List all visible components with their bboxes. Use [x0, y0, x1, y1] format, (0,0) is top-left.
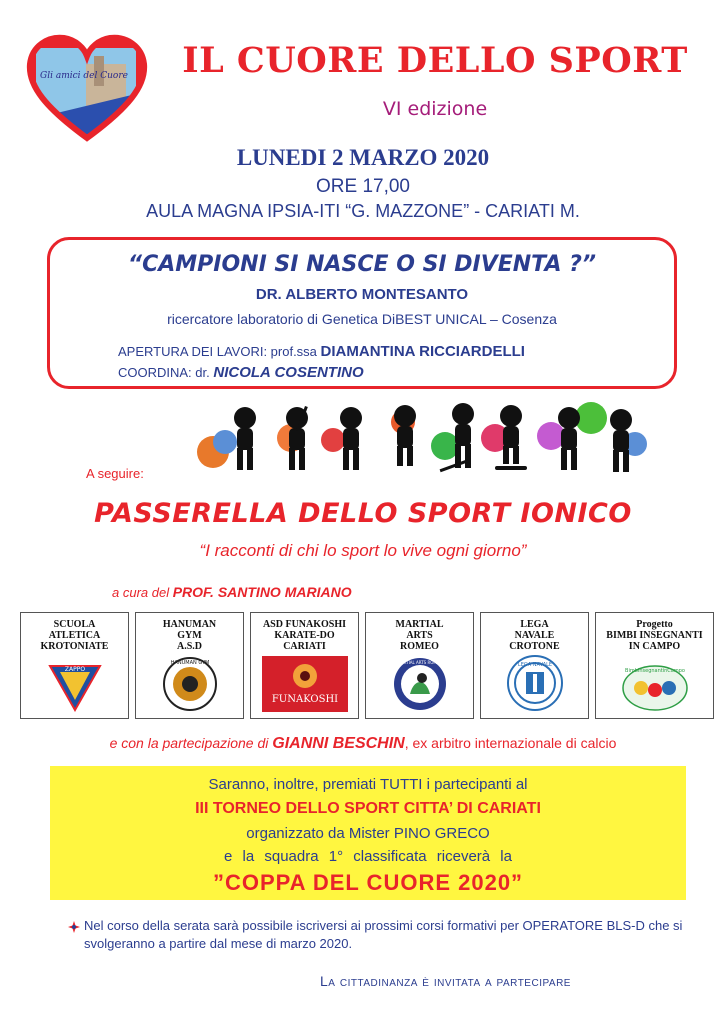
- round-logo-icon: [162, 656, 218, 712]
- coordinator-line: [118, 364, 364, 381]
- club-name: Progetto BIMBI INSEGNANTI IN CAMPO: [606, 619, 703, 652]
- edition-label: VI edizione: [382, 98, 488, 120]
- opening-name: DIAMANTINA RICCIARDELLI: [320, 343, 525, 360]
- club-logo-text: FUNAKOSHI: [271, 694, 338, 705]
- parade-title: PASSERELLA DELLO SPORT IONICO: [94, 498, 632, 529]
- heart-logo: [26, 34, 148, 144]
- club-card: [365, 612, 474, 719]
- invitation: La cittadinanza è invitata a partecipare: [320, 973, 571, 989]
- club-logo-text: BimbInsegnantinCampo: [624, 668, 685, 674]
- guest-suffix: , ex arbitro internazionale di calcio: [404, 735, 617, 751]
- opening-line: [118, 343, 525, 360]
- guest-name: GIANNI BESCHIN: [272, 735, 405, 752]
- club-name: LEGA NAVALE CROTONE: [509, 619, 560, 652]
- awards-line: e la squadra 1° classificata riceverà la: [224, 848, 512, 865]
- awards-line: organizzato da Mister PINO GRECO: [246, 825, 490, 842]
- logo-text: Gli amici del Cuore: [40, 71, 128, 81]
- club-card: [480, 612, 589, 719]
- next-label: A seguire:: [86, 466, 144, 481]
- curated-name: PROF. SANTINO MARIANO: [172, 584, 352, 600]
- parade-subtitle: “I racconti di chi lo sport lo vive ogni giorno”: [199, 541, 527, 560]
- club-card: [20, 612, 129, 719]
- coordinator-label: COORDINA: dr.: [118, 365, 214, 380]
- tournament-title: III TORNEO DELLO SPORT CITTA’ DI CARIATI: [195, 800, 541, 817]
- guest-line: [0, 735, 726, 753]
- event-venue: AULA MAGNA IPSIA-ITI “G. MAZZONE” - CARIATI M.: [146, 201, 580, 221]
- talk-title: “CAMPIONI SI NASCE O SI DIVENTA ?”: [127, 252, 597, 277]
- kid-figures: [234, 403, 632, 472]
- club-name: HANUMAN GYM A.S.D: [162, 619, 217, 652]
- club-logo-text: ZAPPO: [64, 666, 85, 673]
- club-card: [250, 612, 359, 719]
- speaker-role: ricercatore laboratorio di Genetica DiBEST UNICAL – Cosenza: [167, 311, 557, 327]
- club-name: MARTIAL ARTS ROMEO: [395, 619, 444, 652]
- coordinator-name: NICOLA COSENTINO: [213, 364, 364, 381]
- curated-label: a cura del: [112, 585, 173, 600]
- event-date: LUNEDI 2 MARZO 2020: [236, 145, 490, 170]
- project-logo-icon: [621, 660, 689, 712]
- bullet-icon: [68, 921, 80, 933]
- speaker-name: DR. ALBERTO MONTESANTO: [255, 286, 469, 303]
- course-note: Nel corso della serata sarà possibile iscriversi ai prossimi corsi formativi per OPERATORE BLS-D che si svolgeranno a partire dal mese di marzo 2020.: [84, 918, 683, 951]
- guest-prefix: e con la partecipazione di: [109, 735, 273, 751]
- cup-title: ”COPPA DEL CUORE 2020”: [212, 870, 524, 895]
- clubs-row: [20, 612, 714, 719]
- curated-line: [112, 584, 352, 600]
- club-card: [595, 612, 714, 719]
- club-logo-text: MARTIAL ARTS ROMEO: [396, 660, 443, 665]
- club-card: [135, 612, 244, 719]
- club-name: ASD FUNAKOSHI KARATE-DO CARIATI: [262, 619, 347, 652]
- opening-label: APERTURA DEI LAVORI: prof.ssa: [118, 344, 321, 359]
- club-name: SCUOLA ATLETICA KROTONIATE: [40, 619, 109, 652]
- event-time: ORE 17,00: [316, 176, 410, 197]
- banner-logo-icon: [262, 656, 348, 712]
- kids-silhouettes-illustration: [195, 400, 665, 480]
- round-logo-icon: [506, 654, 564, 712]
- shield-logo-icon: [48, 662, 102, 712]
- awards-line: Saranno, inoltre, premiati TUTTI i partecipanti al: [208, 776, 528, 793]
- club-logo-text: LEGA NAVALE: [517, 662, 552, 668]
- page-title: IL CUORE DELLO SPORT: [182, 40, 688, 81]
- round-logo-icon: [392, 656, 448, 712]
- club-logo-text: HANUMAN GYM: [170, 660, 209, 666]
- colored-balls: [197, 402, 647, 468]
